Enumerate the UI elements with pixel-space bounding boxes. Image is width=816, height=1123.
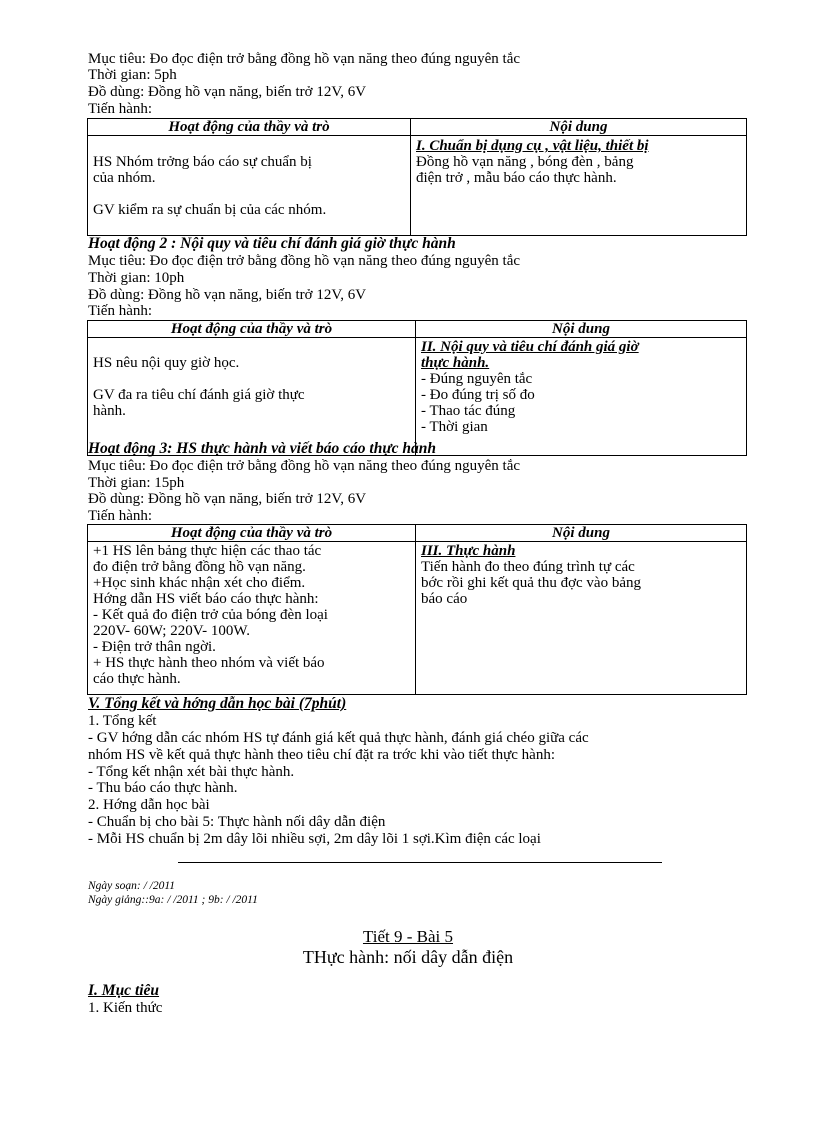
sec1-col-left-header: Hoạt động của thầy và trò	[88, 119, 411, 136]
sec2-muc-tieu: Mục tiêu: Đo đọc điện trở bằng đồng hồ vạn năng theo đúng nguyên tắc	[88, 253, 521, 269]
sec3-thoi-gian: Thời gian: 15ph	[88, 475, 185, 491]
sec2-left-line: hành.	[93, 403, 126, 419]
sec3-left-cell	[88, 542, 416, 695]
sec3-left-line: +1 HS lên bảng thực hiện các thao tác	[93, 543, 322, 559]
sec4-line: 2. Hớng dẫn học bài	[88, 797, 210, 813]
sec2-col-left-header: Hoạt động của thầy và trò	[88, 321, 416, 338]
sec1-table	[87, 118, 747, 236]
sec2-thoi-gian: Thời gian: 10ph	[88, 270, 185, 286]
sec3-right-line: báo cáo	[421, 591, 468, 607]
sec3-left-line: 220V- 60W; 220V- 100W.	[93, 623, 250, 639]
sec1-right-line: Đồng hồ vạn năng , bóng đèn , bảng	[416, 154, 634, 170]
sec2-do-dung: Đồ dùng: Đồng hồ vạn năng, biến trở 12V, 6V	[88, 287, 367, 303]
sec3-table	[87, 524, 747, 695]
lesson-title: Tiết 9 - Bài 5	[362, 927, 454, 946]
sec3-do-dung: Đồ dùng: Đồng hồ vạn năng, biến trở 12V, 6V	[88, 491, 367, 507]
sec3-tien-hanh: Tiến hành:	[88, 508, 153, 524]
sec2-right-heading: II. Nội quy và tiêu chí đánh giá giờ	[421, 339, 639, 355]
sec2-right-line: - Thời gian	[421, 419, 488, 435]
sec1-col-right-header: Nội dung	[411, 119, 747, 136]
sec1-left-line: của nhóm.	[93, 170, 156, 186]
sec1-do-dung: Đồ dùng: Đồng hồ vạn năng, biến trở 12V, 6V	[88, 84, 367, 100]
muc-tieu-heading: I. Mục tiêu	[88, 982, 160, 999]
sec3-col-left-header: Hoạt động của thầy và trò	[88, 525, 416, 542]
sec4-line: - Tổng kết nhận xét bài thực hành.	[88, 764, 295, 780]
sec3-left-line: Hớng dẫn HS viết báo cáo thực hành:	[93, 591, 319, 607]
sec4-line: 1. Tổng kết	[88, 713, 157, 729]
sec2-right-cell	[416, 338, 747, 456]
sec1-left-line: GV kiểm ra sự chuẩn bị của các nhóm.	[93, 202, 327, 218]
sec4-line: - GV hớng dẫn các nhóm HS tự đánh giá kết quả thực hành, đánh giá chéo giữa các	[88, 730, 589, 746]
sec1-left-cell	[88, 136, 411, 236]
sec3-left-line: - Kết quả đo điện trở của bóng đèn loại	[93, 607, 328, 623]
sec2-table	[87, 320, 747, 456]
sec2-left-line: GV đa ra tiêu chí đánh giá giờ thực	[93, 387, 305, 403]
sec1-left-line: HS Nhóm trởng báo cáo sự chuẩn bị	[93, 154, 312, 170]
sec1-muc-tieu: Mục tiêu: Đo đọc điện trở bằng đồng hồ vạn năng theo đúng nguyên tắc	[88, 51, 521, 67]
sec1-tien-hanh: Tiến hành:	[88, 101, 153, 117]
sec2-left-line	[93, 371, 410, 387]
sec4-heading: V. Tổng kết và hớng dẫn học bài (7phút)	[88, 695, 347, 712]
ngay-giang: Ngày giảng::9a: / /2011 ; 9b: / /2011	[88, 894, 258, 906]
sec1-thoi-gian: Thời gian: 5ph	[88, 67, 177, 83]
ngay-soan: Ngày soạn: / /2011	[88, 880, 175, 892]
sec2-heading: Hoạt động 2 : Nội quy và tiêu chí đánh giá giờ thực hành	[88, 235, 456, 252]
sec3-left-line: +Học sinh khác nhận xét cho điểm.	[93, 575, 306, 591]
sec3-heading: Hoạt động 3: HS thực hành và viết báo cáo thực hành	[88, 440, 436, 457]
lesson-subtitle: THực hành: nối dây dẫn điện	[302, 947, 514, 967]
sec2-right-line: - Đúng nguyên tắc	[421, 371, 533, 387]
sec4-line: - Thu báo cáo thực hành.	[88, 780, 238, 796]
sec1-right-heading: I. Chuẩn bị dụng cụ , vật liệu, thiết bị	[416, 138, 649, 154]
sec3-left-line: đo điện trở bằng đồng hồ vạn năng.	[93, 559, 306, 575]
sec3-left-line: cáo thực hành.	[93, 671, 181, 687]
sec2-left-line: HS nêu nội quy giờ học.	[93, 355, 240, 371]
sec3-right-heading: III. Thực hành	[421, 543, 516, 559]
sec3-left-line: + HS thực hành theo nhóm và viết báo	[93, 655, 325, 671]
sec2-tien-hanh: Tiến hành:	[88, 303, 153, 319]
sec3-right-line: bớc rồi ghi kết quả thu đợc vào bảng	[421, 575, 641, 591]
sec3-left-line: - Điện trở thân ngời.	[93, 639, 216, 655]
sec3-right-line: Tiến hành đo theo đúng trình tự các	[421, 559, 635, 575]
sec4-line: - Mỗi HS chuẩn bị 2m dây lõi nhiều sợi, 2m dây lõi 1 sợi.Kìm điện các loại	[88, 831, 541, 847]
sec4-line: nhóm HS về kết quả thực hành theo tiêu chí đặt ra trớc khi vào tiết thực hành:	[88, 747, 555, 763]
sec3-col-right-header: Nội dung	[416, 525, 747, 542]
kien-thuc: 1. Kiến thức	[88, 1000, 163, 1016]
sec2-left-cell	[88, 338, 416, 456]
sec2-col-right-header: Nội dung	[416, 321, 747, 338]
sec1-right-cell	[411, 136, 747, 236]
sec1-left-line	[93, 186, 405, 202]
separator-line	[178, 862, 662, 863]
sec3-right-cell	[416, 542, 747, 695]
sec3-muc-tieu: Mục tiêu: Đo đọc điện trở bằng đồng hồ vạn năng theo đúng nguyên tắc	[88, 458, 521, 474]
sec2-right-heading: thực hành.	[421, 355, 490, 371]
sec4-line: - Chuẩn bị cho bài 5: Thực hành nối dây dẫn điện	[88, 814, 386, 830]
sec2-right-line: - Đo đúng trị số đo	[421, 387, 535, 403]
sec2-right-line: - Thao tác đúng	[421, 403, 516, 419]
sec1-right-line: điện trở , mẫu báo cáo thực hành.	[416, 170, 617, 186]
